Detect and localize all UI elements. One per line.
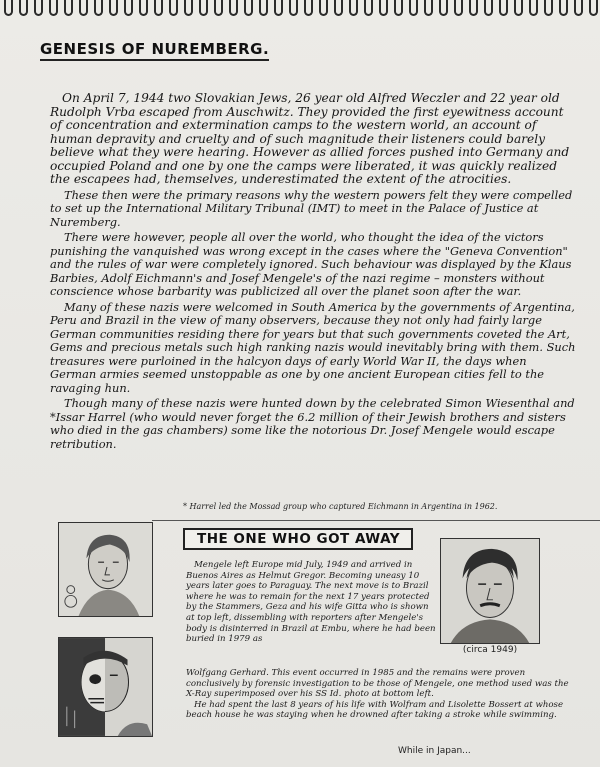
paragraph-1: On April 7, 1944 two Slovakian Jews, 26 year old Alfred Weczler and 22 year old Rudolph Vrba escaped from Auschwitz. They provided the first eyewitness account of concentration and extermination camps to the western world, an account of human depravity and cruelty and of such magnitude their listeners could barely believe what they were hearing. However as allied forces pushed into Germany and occupied Poland and one by one the camps were liberated, it was quickly realized the escapees had, themselves, underestimated the extent of the atrocities. <box>50 91 570 186</box>
spiral-coil <box>319 0 328 16</box>
spiral-coil <box>424 0 433 16</box>
spiral-coil <box>289 0 298 16</box>
spiral-coil <box>484 0 493 16</box>
spiral-coil <box>64 0 73 16</box>
page-title: GENESIS OF NUREMBERG. <box>40 40 269 61</box>
spiral-coil <box>529 0 538 16</box>
spiral-coil <box>214 0 223 16</box>
story-text-intro <box>186 560 436 645</box>
spiral-coil <box>169 0 178 16</box>
spiral-binding <box>0 0 600 20</box>
spiral-coil <box>394 0 403 16</box>
spiral-coil <box>439 0 448 16</box>
portrait-mengele-1949 <box>440 538 540 644</box>
spiral-coil <box>514 0 523 16</box>
spiral-coil <box>454 0 463 16</box>
spiral-coil <box>79 0 88 16</box>
spiral-coil <box>244 0 253 16</box>
spiral-coil <box>259 0 268 16</box>
spiral-coil <box>49 0 58 16</box>
paragraph-5: Though many of these nazis were hunted down by the celebrated Simon Wiesenthal and *Issar Harrel (who would never forget the 6.2 million of their Jewish brothers and sisters who died in the gas chambers) some like the notorious Dr. Josef Mengele would escape retribution. <box>50 396 575 451</box>
spiral-coil <box>334 0 343 16</box>
paragraph-2: These then were the primary reasons why the western powers felt they were compelled to set up the International Military Tribunal (IMT) to meet in the Palace of Justice at Nuremberg. <box>50 187 573 229</box>
spiral-coil <box>499 0 508 16</box>
spiral-coil <box>409 0 418 16</box>
spiral-coil <box>274 0 283 16</box>
spiral-coil <box>304 0 313 16</box>
spiral-coil <box>349 0 358 16</box>
spiral-coil <box>154 0 163 16</box>
photo-caption: (circa 1949) <box>462 645 518 655</box>
spiral-coil <box>589 0 598 16</box>
spiral-coil <box>199 0 208 16</box>
portrait-sketch-woman <box>58 522 153 617</box>
paragraph-4: Many of these nazis were welcomed in South America by the governments of Argentina, Peru and Brazil in the view of many observers, because they not only had fairly large German communities residing there for years but that such governments coveted the Art, Gems and precious metals such high ranking nazis would inevitably bring with them. Such treasures were purloined in the halcyon days of early World War II, the days when German armies seemed unstoppable as one by one ancient European cities fell to the ravaging hun. <box>50 299 576 395</box>
spiral-coil <box>184 0 193 16</box>
spiral-coil <box>94 0 103 16</box>
spiral-coil <box>4 0 13 16</box>
continuation-note: While in Japan... <box>398 746 471 756</box>
story-paragraph-3: He had spent the last 8 years of his life with Wolfram and Lisolette Bossert at whose beach house he was staying when he drowned after taking a stroke while swimming. <box>186 699 564 721</box>
spiral-coil <box>364 0 373 16</box>
spiral-coil <box>544 0 553 16</box>
section-heading: THE ONE WHO GOT AWAY <box>197 531 401 547</box>
spiral-coil <box>139 0 148 16</box>
spiral-coil <box>109 0 118 16</box>
main-text <box>50 92 576 453</box>
spiral-coil <box>574 0 583 16</box>
paragraph-3: There were however, people all over the world, who thought the idea of the victors punishing the vanquished was wrong except in the cases where the "Geneva Convention" and the rules of war were completely ignored. Such behaviour was displayed by the Klaus Barbies, Adolf Eichmann's and Josef Mengele's of the nazi regime – monsters without conscience whose barbarity was publicized all over the planet soon after the war. <box>50 230 572 298</box>
spiral-coil <box>124 0 133 16</box>
portrait-xray-overlay <box>58 637 153 737</box>
story-paragraph-1: Mengele left Europe mid July, 1949 and arrived in Buenos Aires as Helmut Gregor. Becoming uneasy 10 years later goes to Paraguay. The next move is to Brazil where he was to remain for the next 17 years protected by the Stammers, Geza and his wife Gitta who is shown at top left, dissembling with reporters after Mengele's body is disinterred in Brazil at Embu, where he had been buried in 1979 as <box>186 560 436 645</box>
spiral-coil <box>229 0 238 16</box>
spiral-coil <box>379 0 388 16</box>
spiral-coil <box>559 0 568 16</box>
footnote: * Harrel led the Mossad group who captured Eichmann in Argentina in 1962. <box>183 502 498 511</box>
spiral-coil <box>469 0 478 16</box>
section-divider <box>152 520 600 521</box>
spiral-coil <box>34 0 43 16</box>
story-paragraph-2: Wolfgang Gerhard. This event occurred in 1985 and the remains were proven conclusively by forensic investigation to be those of Mengele, one method used was the X-Ray superimposed over his SS Id. photo at bottom left. <box>186 668 569 700</box>
story-text-continued <box>186 668 576 721</box>
spiral-coil <box>19 0 28 16</box>
